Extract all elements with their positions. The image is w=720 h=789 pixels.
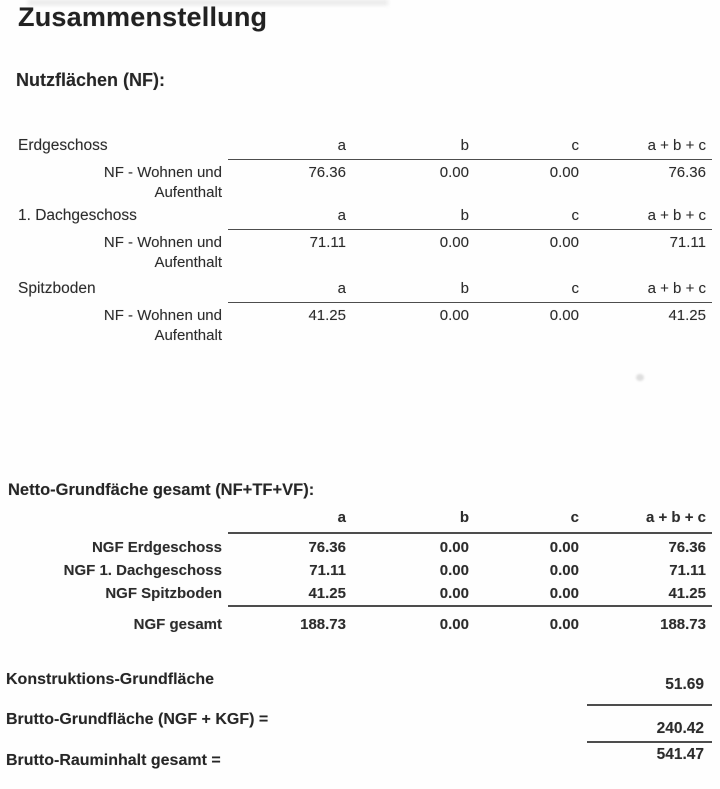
- value-b: 0.00: [439, 307, 469, 324]
- value-a: 71.11: [309, 234, 346, 251]
- value-a: 76.36: [308, 164, 346, 181]
- bri-label: Brutto-Rauminhalt gesamt =: [6, 752, 221, 769]
- bri-value: 541.47: [656, 746, 704, 763]
- col-header-a: a: [228, 280, 352, 303]
- row-label: [0, 303, 228, 346]
- value-a: 71.11: [309, 562, 346, 579]
- col-header-c: c: [475, 137, 585, 160]
- nf-section-heading: Nutzflächen (NF):: [16, 70, 165, 90]
- ngf-row-label: NGF Erdgeschoss: [91, 539, 222, 556]
- value-abc: 76.36: [668, 539, 706, 556]
- sum-rule: [587, 704, 712, 706]
- row-label-line1: NF - Wohnen und: [103, 164, 222, 181]
- nf-table-spitzboden: [0, 280, 712, 346]
- nf-table-dachgeschoss: [0, 207, 712, 273]
- value-b: 0.00: [439, 616, 469, 633]
- value-abc: 188.73: [660, 616, 706, 633]
- col-header-b: b: [352, 137, 475, 160]
- value-b: 0.00: [439, 562, 469, 579]
- value-c: 0.00: [549, 562, 579, 579]
- value-abc: 71.11: [669, 234, 706, 251]
- value-abc: 71.11: [669, 562, 706, 579]
- nf-table-erdgeschoss: [0, 137, 712, 203]
- value-c: 0.00: [549, 164, 579, 181]
- value-c: 0.00: [549, 234, 579, 251]
- value-b: 0.00: [439, 539, 469, 556]
- col-header-a: a: [228, 207, 352, 230]
- value-b: 0.00: [352, 580, 475, 607]
- row-label-line1: NF - Wohnen und: [103, 307, 222, 324]
- kgf-value: 51.69: [665, 676, 704, 693]
- ngf-total-label: NGF gesamt: [133, 616, 222, 633]
- col-header-abc: a + b + c: [585, 207, 712, 230]
- ngf-header-spacer: [0, 509, 228, 534]
- col-header-a: a: [228, 509, 352, 534]
- value-c: 0.00: [549, 616, 579, 633]
- ngf-row-label: NGF Spitzboden: [105, 585, 222, 602]
- value-a: 76.36: [308, 539, 346, 556]
- row-label-line2: Aufenthalt: [154, 254, 222, 271]
- value-abc: 76.36: [668, 164, 706, 181]
- value-c: 0.00: [549, 539, 579, 556]
- value-c: 0.00: [475, 580, 585, 607]
- value-c: 0.00: [549, 307, 579, 324]
- col-header-b: b: [352, 280, 475, 303]
- row-label: [0, 230, 228, 273]
- value-b: 0.00: [439, 234, 469, 251]
- floor-name: Spitzboden: [18, 280, 96, 297]
- value-abc: 41.25: [585, 580, 712, 607]
- col-header-c: c: [475, 280, 585, 303]
- col-header-c: c: [475, 207, 585, 230]
- value-abc: 41.25: [668, 307, 706, 324]
- ngf-row-label: NGF 1. Dachgeschoss: [63, 562, 222, 579]
- col-header-b: b: [352, 207, 475, 230]
- floor-name: Erdgeschoss: [18, 137, 108, 154]
- row-label-line2: Aufenthalt: [154, 327, 222, 344]
- row-label-line1: NF - Wohnen und: [103, 234, 222, 251]
- value-a: 41.25: [228, 580, 352, 607]
- ngf-table: [0, 509, 712, 634]
- col-header-b: b: [352, 509, 475, 534]
- floor-name: 1. Dachgeschoss: [18, 207, 137, 224]
- col-header-abc: a + b + c: [585, 509, 712, 534]
- col-header-c: c: [475, 509, 585, 534]
- value-a: 188.73: [300, 616, 346, 633]
- row-label: [0, 160, 228, 203]
- row-label-line2: Aufenthalt: [154, 184, 222, 201]
- kgf-label: Konstruktions-Grundfläche: [6, 671, 215, 688]
- value-b: 0.00: [439, 164, 469, 181]
- ngf-section-heading: Netto-Grundfäche gesamt (NF+TF+VF):: [8, 481, 315, 499]
- page-title: Zusammenstellung: [18, 2, 268, 32]
- bgf-value: 240.42: [656, 720, 704, 737]
- col-header-abc: a + b + c: [585, 280, 712, 303]
- col-header-a: a: [228, 137, 352, 160]
- scan-artifact-speck: [636, 374, 644, 381]
- sum-rule: [587, 741, 712, 743]
- bgf-label: Brutto-Grundfläche (NGF + KGF) =: [6, 711, 269, 728]
- value-a: 41.25: [308, 307, 346, 324]
- col-header-abc: a + b + c: [585, 137, 712, 160]
